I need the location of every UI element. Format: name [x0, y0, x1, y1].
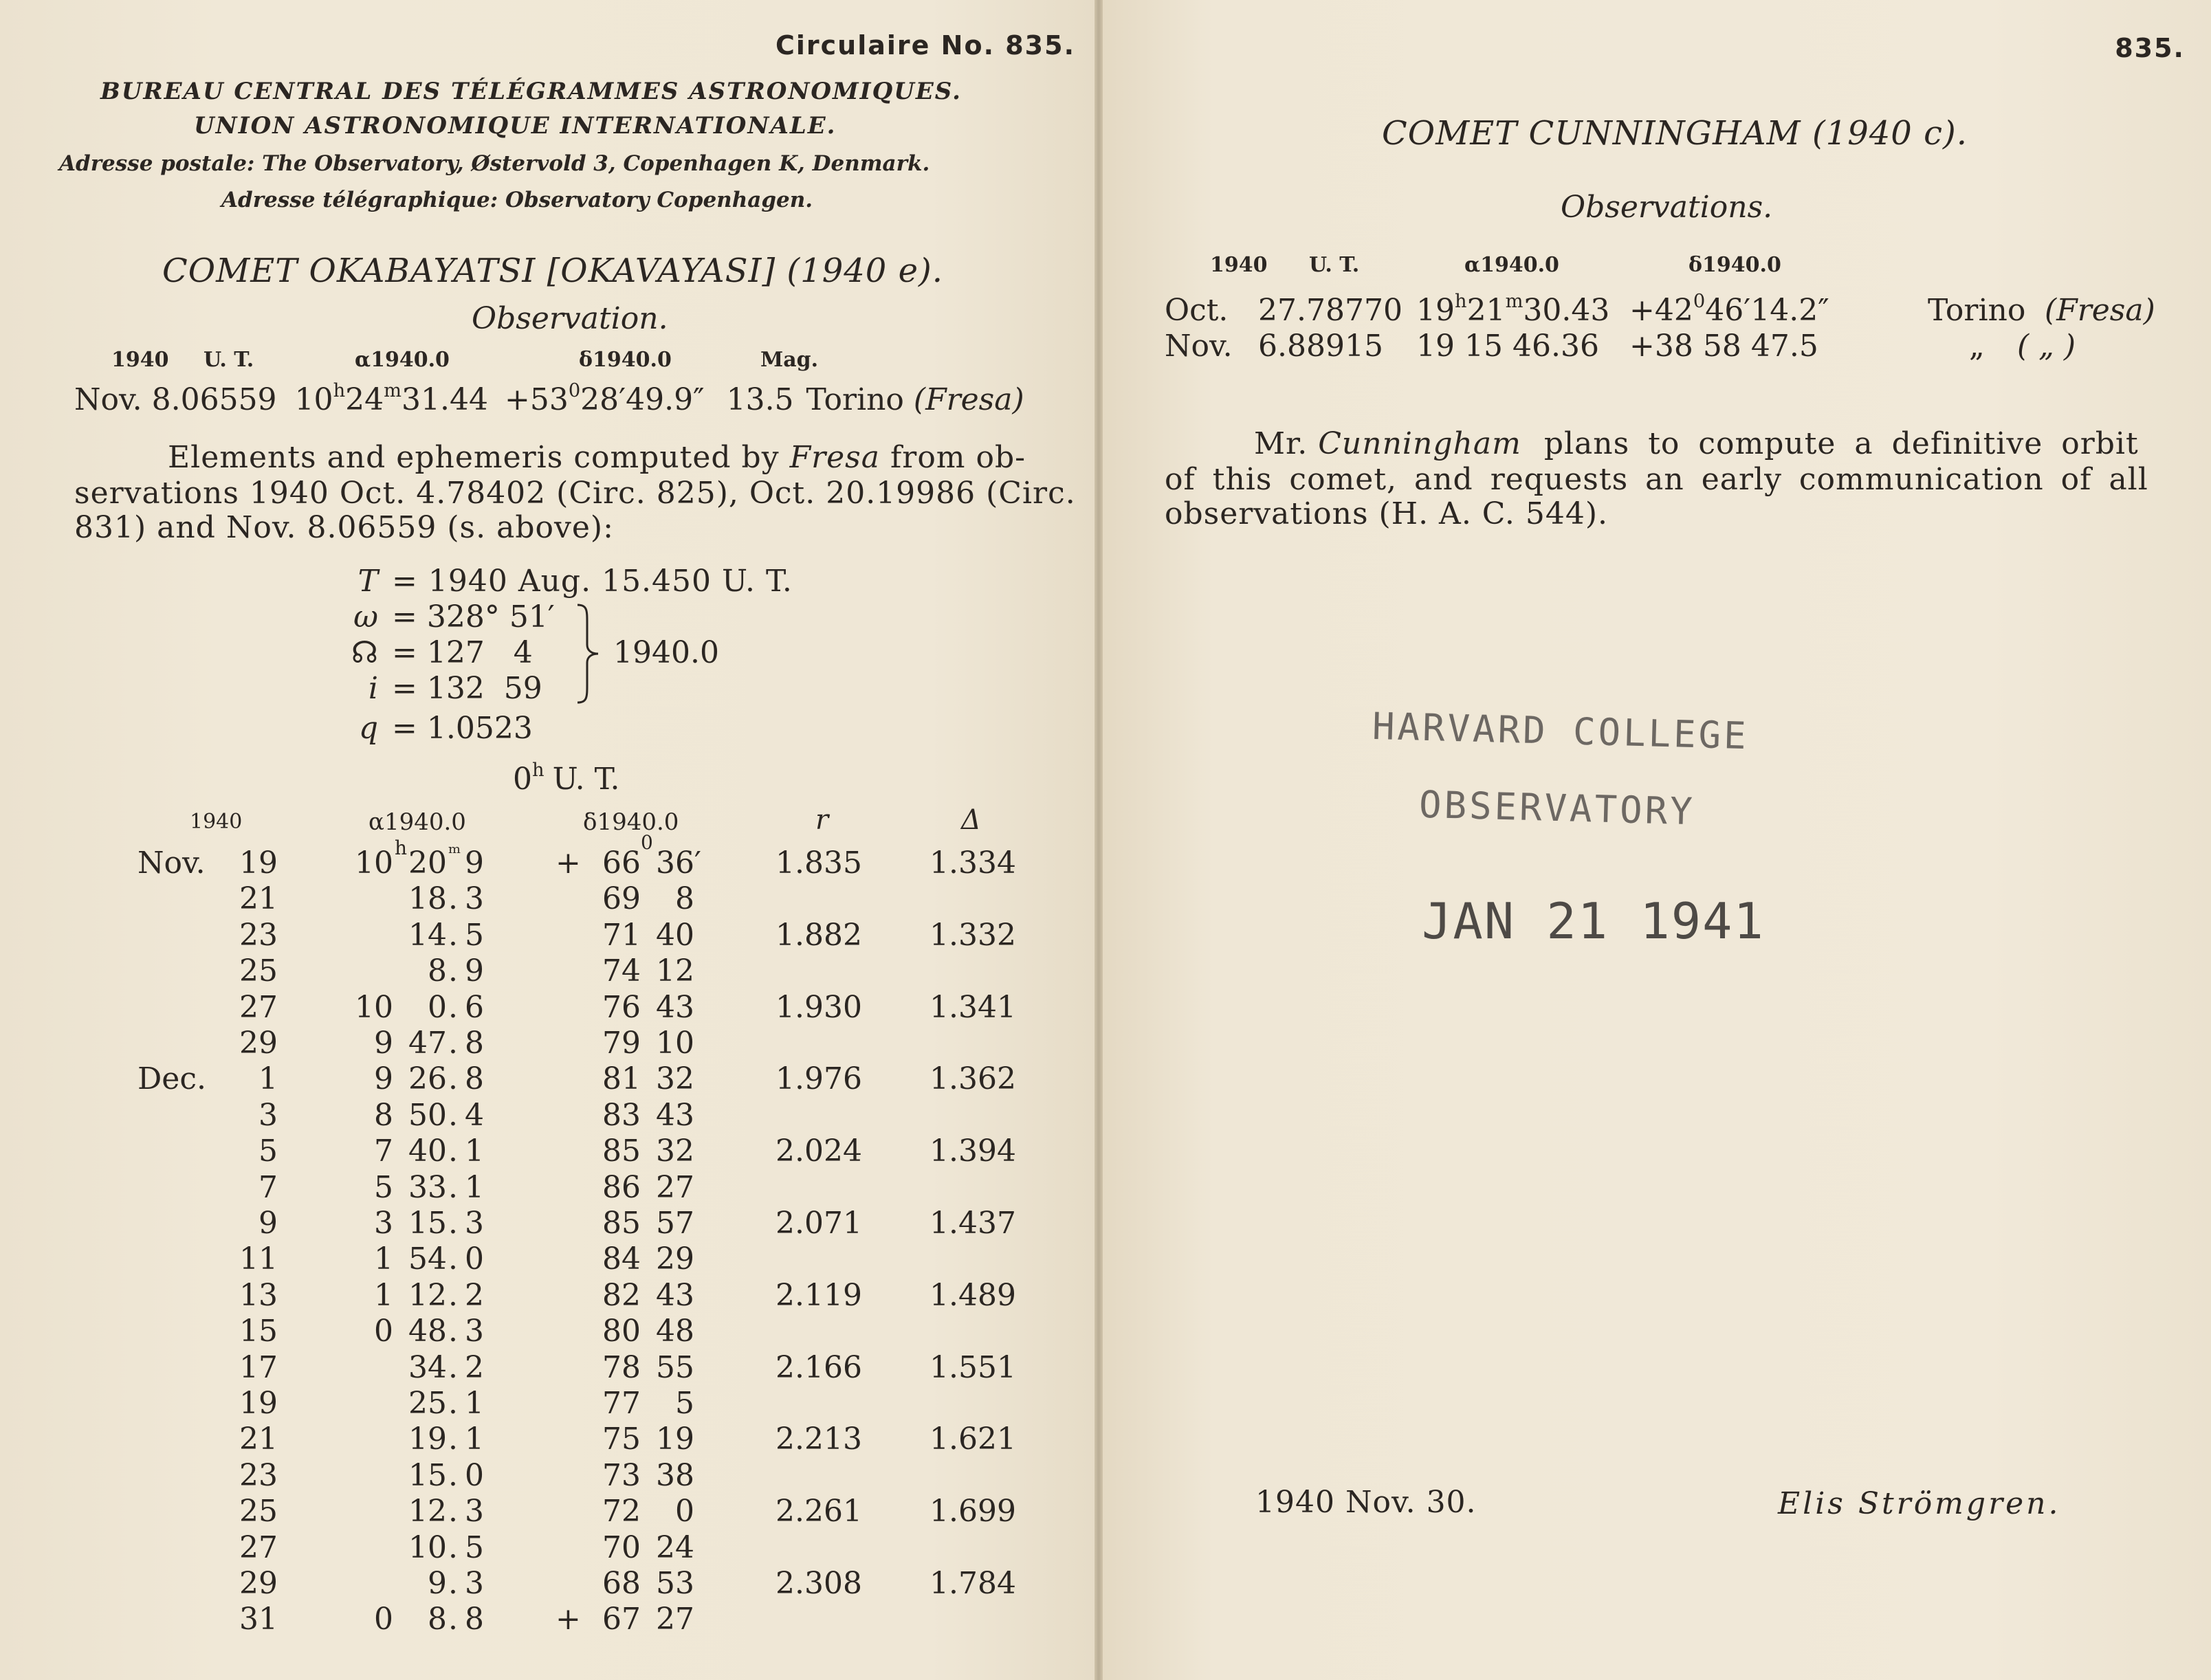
eph-Delta: 1.699 [930, 1494, 1016, 1529]
eph-dec-degrees: 85 [602, 1134, 641, 1169]
eph-dec-minutes: 12 [656, 953, 694, 989]
eph-dec-degrees: 80 [602, 1314, 641, 1349]
eph-dec-degrees: 71 [602, 917, 641, 953]
eph-ra-separator: . [448, 881, 458, 917]
eph-dec-degrees: 73 [602, 1457, 641, 1493]
eph-dec-degrees: 86 [602, 1169, 641, 1205]
eph-day: 21 [239, 881, 278, 917]
obs-dec: $+53^028'49.9''$ [504, 379, 705, 417]
eph-ra-separator: . [448, 1566, 458, 1601]
eph-dec-degrees: 79 [602, 1026, 641, 1061]
eph-ra-separator: . [448, 1097, 458, 1133]
eph-ra-minutes: 0 [428, 989, 447, 1025]
obs-observer: (Fresa) [913, 382, 1024, 417]
comet-title: COMET CUNNINGHAM (1940 c). [1382, 114, 1968, 153]
eph-month: Dec. [138, 1061, 206, 1097]
signature: Elis Strömgren. [1778, 1486, 2061, 1521]
eph-Delta: 1.394 [930, 1134, 1016, 1169]
elements-paragraph-line-2: servations 1940 Oct. 4.78402 (Circ. 825), Oct. 20.19986 (Circ. [74, 476, 1076, 511]
eph-ra-tenths: 9 [465, 953, 484, 989]
eph-day: 29 [239, 1026, 278, 1061]
observations-heading: Observations. [1561, 190, 1773, 225]
eph-ra-separator: . [448, 1422, 458, 1457]
eph-header-r: r [815, 804, 829, 836]
eph-dec-minutes: 0 [675, 1494, 694, 1529]
eph-header-Delta: Δ [961, 804, 981, 836]
eph-Delta: 1.437 [930, 1206, 1016, 1241]
element-T-symbol: T [358, 564, 378, 599]
observation-row [74, 379, 1024, 418]
eph-dec-minutes: 32 [656, 1061, 694, 1097]
eph-ra-tenths: 3 [465, 1494, 484, 1529]
eph-r: 2.213 [776, 1422, 862, 1457]
eph-ra-hours: 0 [374, 1314, 393, 1349]
eph-day: 25 [239, 1494, 278, 1529]
eph-day: 1 [258, 1061, 278, 1097]
eph-dec-degrees: 74 [602, 953, 641, 989]
element-i-value: = 132 59 [392, 671, 542, 706]
eph-ra-tenths: 1 [465, 1169, 484, 1205]
obs-observer: ( „ ) [2017, 329, 2076, 364]
eph-dec-degrees: 70 [602, 1529, 641, 1565]
eph-ra-separator: . [448, 1602, 458, 1637]
note-line-2: of this comet, and requests an early communication of all [1165, 462, 2148, 497]
eph-day: 17 [239, 1349, 278, 1385]
eph-ra-tenths: 3 [465, 1566, 484, 1601]
element-node-value: = 127 4 [392, 635, 533, 670]
eph-day: 9 [258, 1206, 278, 1241]
eph-ra-separator: ᵐ [448, 841, 461, 865]
eph-dec-degrees: 78 [602, 1349, 641, 1385]
ephemeris-time: 0$^h$ U. T. [513, 759, 620, 797]
eph-ra-tenths: 6 [465, 989, 484, 1025]
eph-ra-minutes: 9 [428, 1566, 447, 1601]
eph-Delta: 1.784 [930, 1566, 1016, 1601]
stamp-line-1: HARVARD COLLEGE [1372, 704, 1750, 758]
obs-date: 27.78770 [1258, 293, 1402, 328]
element-brace [575, 602, 602, 705]
note-line-1: Mr. Cunningham plans to compute a definitive orbit [1254, 426, 2139, 461]
eph-ra-minutes: 18 [408, 881, 447, 917]
eph-ra-separator: . [448, 1134, 458, 1169]
element-omega-value: = 328° 51′ [392, 599, 555, 634]
obs-dec: $+42^046'14.2''$ [1629, 290, 1829, 328]
eph-dec-minutes: 43 [656, 1277, 694, 1313]
obs-mag: 13.5 [726, 382, 794, 417]
eph-ra-tenths: 2 [465, 1349, 484, 1385]
obs-header-ut: U. T. [1309, 253, 1360, 277]
obs-place: Torino [806, 382, 904, 417]
eph-dec-minutes: 40 [656, 917, 694, 953]
eph-Delta: 1.332 [930, 917, 1016, 953]
eph-dec-minutes: 36 [656, 845, 694, 881]
eph-day: 15 [239, 1314, 278, 1349]
obs-date: Nov. 8.06559 [74, 382, 277, 417]
eph-dec-minutes: 53 [656, 1566, 694, 1601]
eph-dec-minutes: 29 [656, 1241, 694, 1277]
eph-dec-degrees: 75 [602, 1422, 641, 1457]
eph-dec-minutes: 19 [656, 1422, 694, 1457]
eph-ra-separator: . [448, 1529, 458, 1565]
eph-ra-tenths: 5 [465, 1529, 484, 1565]
eph-ra-separator: . [448, 953, 458, 989]
obs-month: Oct. [1165, 293, 1229, 328]
eph-Delta: 1.341 [930, 989, 1016, 1025]
eph-ra-tenths: 3 [465, 1314, 484, 1349]
eph-dec-minutes: 5 [675, 1386, 694, 1421]
eph-dec-minutes: 27 [656, 1602, 694, 1637]
eph-ra-separator: . [448, 917, 458, 953]
eph-ra-minutes: 50 [408, 1097, 447, 1133]
eph-ra-hours: 10 [355, 989, 393, 1025]
eph-ra-minutes: 40 [408, 1134, 447, 1169]
eph-ra-tenths: 2 [465, 1277, 484, 1313]
eph-ra-separator: . [448, 1061, 458, 1097]
eph-ra-minutes: 12 [408, 1494, 447, 1529]
element-node-symbol: ☊ [351, 635, 378, 670]
eph-dec-degrees: 81 [602, 1061, 641, 1097]
eph-ra-separator: . [448, 1314, 458, 1349]
eph-dec-degrees: 82 [602, 1277, 641, 1313]
element-q-symbol: q [358, 711, 378, 746]
stamp-line-2: OBSERVATORY [1418, 782, 1696, 834]
eph-r: 2.071 [776, 1206, 862, 1241]
eph-ra-minutes: 14 [408, 917, 447, 953]
element-omega-symbol: ω [353, 599, 378, 634]
eph-header-alpha: α1940.0 [368, 808, 466, 836]
obs-dec: +38 58 47.5 [1629, 329, 1818, 364]
eph-day: 27 [239, 1529, 278, 1565]
eph-day: 25 [239, 953, 278, 989]
element-T-value: = 1940 Aug. 15.450 U. T. [392, 564, 793, 599]
element-i-symbol: i [368, 671, 378, 706]
eph-ra-hours: 9 [374, 1026, 393, 1061]
eph-ra-separator: . [448, 1026, 458, 1061]
postal-address: Adresse postale: The Observatory, Østervold 3, Copenhagen K, Denmark. [59, 151, 930, 176]
eph-day: 13 [239, 1277, 278, 1313]
eph-ra-tenths: 1 [465, 1386, 484, 1421]
eph-ra-tenths: 3 [465, 1206, 484, 1241]
eph-day: 27 [239, 989, 278, 1025]
obs-date: 6.88915 [1258, 329, 1383, 364]
eph-r: 1.976 [776, 1061, 862, 1097]
obs-header-alpha: α1940.0 [355, 348, 450, 372]
eph-ra-minutes: 19 [408, 1422, 447, 1457]
obs-place: Torino [1928, 293, 2026, 328]
eph-ra-minutes: 10 [408, 1529, 447, 1565]
eph-dec-minutes: 48 [656, 1314, 694, 1349]
note-line-3: observations (H. A. C. 544). [1165, 496, 1609, 531]
eph-r: 1.882 [776, 917, 862, 953]
eph-r: 2.024 [776, 1134, 862, 1169]
eph-dec-minutes: 27 [656, 1169, 694, 1205]
eph-r: 1.835 [776, 845, 862, 881]
eph-ra-hours: 9 [374, 1061, 393, 1097]
bureau-line-1: BUREAU CENTRAL DES TÉLÉGRAMMES ASTRONOMIQUES. [100, 78, 962, 105]
eph-month: Nov. [138, 845, 206, 881]
eph-dec-degrees: 69 [602, 881, 641, 917]
eph-ra-separator: . [448, 1494, 458, 1529]
observation-heading: Observation. [472, 301, 668, 336]
eph-ra-hours: 7 [374, 1134, 393, 1169]
obs-header-year: 1940 [111, 348, 169, 372]
eph-day: 7 [258, 1169, 278, 1205]
eph-ra-separator: . [448, 1349, 458, 1385]
telegraph-address: Adresse télégraphique: Observatory Copenhagen. [221, 188, 813, 212]
eph-ra-minutes: 8 [428, 953, 447, 989]
eph-r: 2.261 [776, 1494, 862, 1529]
eph-ra-minutes: 34 [408, 1349, 447, 1385]
eph-ra-tenths: 8 [465, 1026, 484, 1061]
eph-day: 3 [258, 1097, 278, 1133]
eph-dec-sign: + [556, 1602, 581, 1637]
element-equinox: 1940.0 [613, 635, 719, 670]
obs-header-ut: U. T. [204, 348, 254, 372]
eph-ra-hours: 5 [374, 1169, 393, 1205]
bureau-line-2: UNION ASTRONOMIQUE INTERNATIONALE. [194, 112, 837, 140]
eph-day: 19 [239, 1386, 278, 1421]
eph-ra-hours: 0 [374, 1602, 393, 1637]
eph-ra-hours: 1 [374, 1277, 393, 1313]
eph-dec-minutes: 43 [656, 989, 694, 1025]
eph-ra-tenths: 4 [465, 1097, 484, 1133]
right-page [1103, 0, 2211, 1680]
eph-ra-separator: . [448, 1277, 458, 1313]
obs-ra: 19$^h$21$^m$30.43 [1416, 290, 1610, 328]
circular-number: Circulaire No. 835. [776, 30, 1075, 60]
eph-day: 23 [239, 1457, 278, 1493]
eph-ra-separator: . [448, 1386, 458, 1421]
eph-ra-tenths: 1 [465, 1422, 484, 1457]
eph-dec-minutes: 57 [656, 1206, 694, 1241]
eph-day: 19 [239, 845, 278, 881]
eph-ra-minutes: 15 [408, 1206, 447, 1241]
eph-dec-minutes: 43 [656, 1097, 694, 1133]
eph-ra-minutes: 47 [408, 1026, 447, 1061]
eph-r: 2.308 [776, 1566, 862, 1601]
eph-Delta: 1.551 [930, 1349, 1016, 1385]
eph-dec-degrees: 77 [602, 1386, 641, 1421]
eph-ra-tenths: 0 [465, 1457, 484, 1493]
left-page: Circulaire No. 835. BUREAU CENTRAL DES TÉLÉGRAMMES ASTRONOMIQUES. UNION ASTRONOMIQUE INTERNATIONALE. Adresse postale: The Observatory, Østervold 3, Copenhagen K, Denmark. Adresse télégraphique: Observatory Copenhagen. COMET OKABAYATSI [OKAVAYASI] (1940 e). Observation. 1940 U. T. α1940.0 δ1940.0 Mag. Nov. 8.06559 $10^h24^m31.44 +53^028'49.9''$ 13.5 Torino (Fresa) Elements and ephemeris computed by Fresa from ob- servations 1940 Oct. 4.78402 (Circ. 825), Oct. 20.19986 (Circ. 831) and Nov. 8.06559 (s. above): T = 1940 Aug. 15.450 U. T. ω = 328° 51′ ☊ = 127 4 i = 132 59 q = 1.0523 1940.0 0$^h$ U. T. 1940 α1940.0 δ1940.0 r Δ Nov. 19 10 20 9 + 66 36 1.835 1.334 h ᵐ 0 ′ 21 18 3 69 8 . 23 14 5 71 40 1.882 1.332 . 25 8 9 74 12 . 27 10 0 6 76 43 1.930 1.341 . 29 9 47 8 79 10 . Dec. 1 9 26 8 81 32 1.976 1.362 . 3 8 50 4 83 43 . 5 7 40 1 85 32 2.024 1.394 . 7 5 33 1 86 27 . 9 3 15 3 85 57 2.071 1.437 . 11 1 54 0 84 29 . 13 1 12 2 82 43 2.119 1.489 . 15 0 48 3 80 48 . 17 34 2 78 55 2.166 1.551 . 19 25 1 77 5 . 21 19 1 75 19 2.213 1.621 . 23 15 0 73 38 . 25 12 3 72 0 2.261 1.699 . 27 10 5 70 24 . 29 9 3 68 53 2.308 1.784 . 31 0 8 8 + 67 27 . [0, 0, 1094, 1680]
eph-dec-minutes: 55 [656, 1349, 694, 1385]
obs-header-mag: Mag. [760, 348, 819, 372]
eph-ra-tenths: 5 [465, 917, 484, 953]
eph-ra-tenths: 8 [465, 1602, 484, 1637]
eph-ra-minutes: 48 [408, 1314, 447, 1349]
element-q-value: = 1.0523 [392, 711, 533, 746]
eph-ra-minutes: 15 [408, 1457, 447, 1493]
eph-ra-tenths: 3 [465, 881, 484, 917]
obs-observer: (Fresa) [2045, 293, 2155, 328]
eph-ra-hours: 3 [374, 1206, 393, 1241]
eph-ra-hours: 1 [374, 1241, 393, 1277]
eph-dec-minutes: 8 [675, 881, 694, 917]
eph-ra-minutes: 26 [408, 1061, 447, 1097]
eph-dec-degrees: 66 [602, 845, 641, 881]
comet-title: COMET OKABAYATSI [OKAVAYASI] (1940 e). [162, 252, 943, 290]
eph-ra-tenths: 1 [465, 1134, 484, 1169]
eph-ra-minutes: 54 [408, 1241, 447, 1277]
eph-dec-minutes: 32 [656, 1134, 694, 1169]
eph-dec-degrees: 72 [602, 1494, 641, 1529]
eph-dec-degrees: 67 [602, 1602, 641, 1637]
stamp-date: JAN 21 1941 [1422, 892, 1765, 950]
eph-ra-separator: . [448, 1206, 458, 1241]
eph-ra-tenths: 9 [465, 845, 484, 881]
eph-dec-degrees: 84 [602, 1241, 641, 1277]
obs-month: Nov. [1165, 329, 1233, 364]
eph-ra-hours: 8 [374, 1097, 393, 1133]
eph-day: 29 [239, 1566, 278, 1601]
eph-ra-hours: 10 [355, 845, 393, 881]
eph-dec-minute-unit: ′ [694, 845, 701, 881]
eph-ra-minutes: 20 [408, 845, 447, 881]
eph-Delta: 1.621 [930, 1422, 1016, 1457]
eph-ra-minutes: 25 [408, 1386, 447, 1421]
book-gutter [1094, 0, 1103, 1680]
eph-day: 23 [239, 917, 278, 953]
obs-header-delta: δ1940.0 [579, 348, 672, 372]
eph-r: 2.166 [776, 1349, 862, 1385]
obs-header-alpha: α1940.0 [1464, 253, 1559, 277]
eph-Delta: 1.334 [930, 845, 1016, 881]
eph-dec-degrees: 85 [602, 1206, 641, 1241]
eph-day: 11 [239, 1241, 278, 1277]
eph-ra-minutes: 8 [428, 1602, 447, 1637]
eph-dec-minutes: 24 [656, 1529, 694, 1565]
footer-date: 1940 Nov. 30. [1255, 1485, 1477, 1520]
obs-ra: 19 15 46.36 [1416, 329, 1599, 364]
eph-dec-sign: + [556, 845, 581, 881]
eph-Delta: 1.362 [930, 1061, 1016, 1097]
eph-dec-degrees: 76 [602, 989, 641, 1025]
obs-ra: 10$^h$24$^m$31.44 [294, 379, 488, 417]
eph-ra-separator: . [448, 989, 458, 1025]
eph-day: 31 [239, 1602, 278, 1637]
elements-paragraph-line-3: 831) and Nov. 8.06559 (s. above): [74, 510, 614, 545]
obs-header-year: 1940 [1210, 253, 1268, 277]
eph-r: 1.930 [776, 989, 862, 1025]
eph-ra-separator: . [448, 1241, 458, 1277]
eph-day: 21 [239, 1422, 278, 1457]
eph-ra-tenths: 8 [465, 1061, 484, 1097]
eph-ra-separator: . [448, 1169, 458, 1205]
eph-header-year: 1940 [190, 810, 243, 834]
eph-header-delta: δ1940.0 [583, 808, 679, 836]
eph-r: 2.119 [776, 1277, 862, 1313]
eph-dec-minutes: 38 [656, 1457, 694, 1493]
eph-ra-separator: . [448, 1457, 458, 1493]
elements-paragraph-line-1: Elements and ephemeris computed by Fresa from ob- [168, 440, 1026, 475]
eph-ra-minutes: 33 [408, 1169, 447, 1205]
eph-Delta: 1.489 [930, 1277, 1016, 1313]
eph-dec-degrees: 68 [602, 1566, 641, 1601]
eph-dec-degrees: 83 [602, 1097, 641, 1133]
eph-dec-minutes: 10 [656, 1026, 694, 1061]
eph-ra-tenths: 0 [465, 1241, 484, 1277]
page-number: 835. [2115, 33, 2185, 63]
eph-day: 5 [258, 1134, 278, 1169]
obs-place: „ [1969, 329, 1985, 364]
eph-ra-minutes: 12 [408, 1277, 447, 1313]
obs-header-delta: δ1940.0 [1688, 253, 1781, 277]
